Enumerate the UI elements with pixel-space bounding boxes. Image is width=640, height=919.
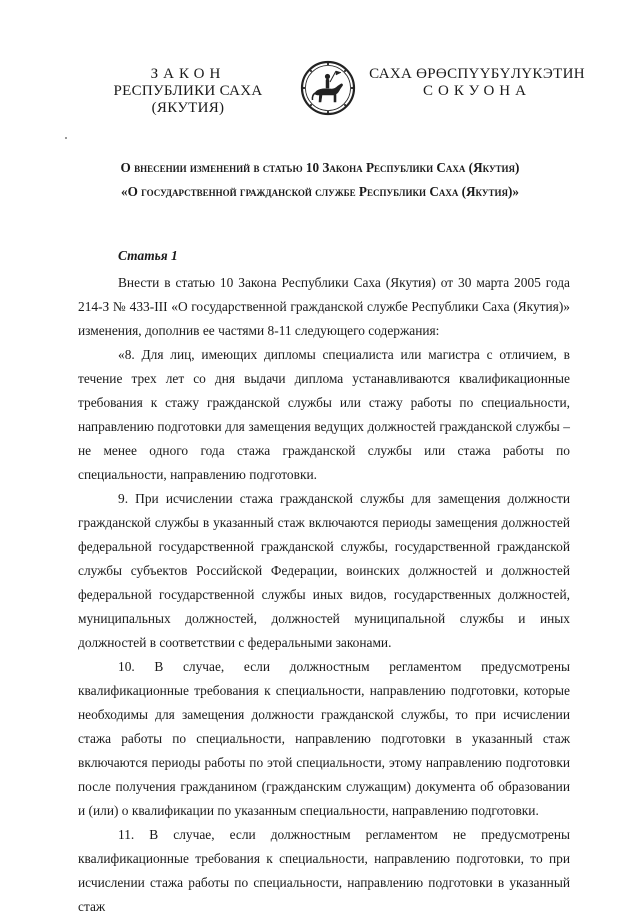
document-title: [80, 156, 560, 204]
title-line-2: «О государственной гражданской службе Республики Саха (Якутия)»: [120, 184, 520, 199]
margin-mark: [65, 137, 67, 139]
header-law-word-sakha: СОКУОНА: [423, 83, 531, 99]
header-republic-name-sakha: САХА ӨРӨСПҮҮБҮЛҮКЭТИН: [369, 66, 585, 82]
paragraph-intro: Внести в статью 10 Закона Республики Саха (Якутия) от 30 марта 2005 года 214-З № 433-III «О государственной гражданской службе Республики Саха (Якутия)» изменения, дополнив ее частями 8-11 следующего содержания:: [78, 275, 570, 338]
article-heading: Статья 1: [118, 248, 178, 263]
header-left-block: [78, 66, 298, 117]
paragraph-part-10: 10. В случае, если должностным регламентом предусмотрены квалификационные требования к специальности, направлению подготовки, которые необходимы для замещения должности гражданской службы, то при исчислении стажа работы по специальности, направлению подготовки в указанный стаж включаются периоды работы по этой специальности, этому направлению подготовки после получения гражданином (гражданским служащим) документа об образовании и (или) о квалификации по указанным специальности, направлению подготовки.: [78, 659, 570, 818]
title-line-1: О внесении изменений в статью 10 Закона Республики Саха (Якутия): [120, 160, 520, 175]
coat-of-arms-yakutia-icon: [300, 60, 356, 116]
header-republic-name: РЕСПУБЛИКИ САХА (ЯКУТИЯ): [113, 83, 263, 116]
header-law-word: ЗАКОН: [150, 66, 226, 82]
document-body: [78, 244, 570, 919]
paragraph-part-11: 11. В случае, если должностным регламентом не предусмотрены квалификационные требования к специальности, направлению подготовки, то при исчислении стажа работы по специальности, направлению подготовки в указанный стаж: [78, 827, 570, 914]
paragraph-part-9: 9. При исчислении стажа гражданской службы для замещения должности гражданской службы в указанный стаж включаются периоды замещения должностей федеральной государственной гражданской службы, государственной гражданской службы субъектов Российской Федерации, воинских должностей и должностей федеральной государственной службы иных видов, государственных должностей, муниципальных должностей, должностей муниципальной службы и иных должностей в соответствии с федеральными законами.: [78, 491, 570, 650]
paragraph-part-8: «8. Для лиц, имеющих дипломы специалиста или магистра с отличием, в течение трех лет со дня выдачи диплома устанавливаются квалификационные требования к стажу гражданской службы или стажу работы по специальности, направлению подготовки для замещения ведущих должностей гражданской службы – не менее одного года стажа гражданской службы или стажа работы по специальности, направлению подготовки.: [78, 347, 570, 482]
header-right-block: [362, 66, 592, 100]
